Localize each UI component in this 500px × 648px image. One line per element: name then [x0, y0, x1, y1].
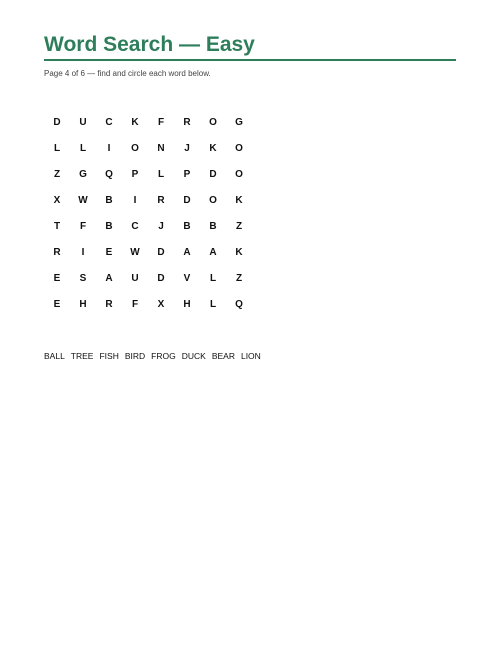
grid-letter: D: [209, 168, 217, 180]
grid-letter: R: [53, 246, 61, 258]
grid-row: [44, 265, 252, 291]
grid-letter: P: [183, 168, 191, 180]
grid-letter: Z: [235, 220, 243, 232]
grid-row: [44, 213, 252, 239]
grid-letter: C: [131, 220, 139, 232]
grid-letter: F: [157, 116, 165, 128]
word-list: [44, 351, 261, 362]
grid-letter: G: [79, 168, 87, 180]
grid-letter: U: [79, 116, 87, 128]
grid-row: [44, 109, 252, 135]
page-title: Word Search — Easy: [44, 33, 255, 56]
word-list-item: TREE: [70, 351, 94, 361]
grid-letter: D: [183, 194, 191, 206]
grid-letter: O: [235, 142, 243, 154]
word-list-item: FISH: [99, 351, 119, 361]
grid-letter: K: [235, 194, 243, 206]
grid-letter: I: [107, 142, 111, 154]
grid-letter: B: [183, 220, 191, 232]
page-subtitle: Page 4 of 6 — find and circle each word below.: [44, 69, 211, 78]
grid-row: [44, 187, 252, 213]
grid-letter: I: [81, 246, 85, 258]
grid-letter: G: [235, 116, 243, 128]
grid-letter: N: [157, 142, 165, 154]
grid-letter: O: [131, 142, 139, 154]
word-list-item: BALL: [44, 351, 65, 361]
grid-row: [44, 291, 252, 317]
grid-letter: B: [105, 220, 113, 232]
grid-letter: T: [53, 220, 61, 232]
grid-letter: O: [235, 168, 243, 180]
grid-letter: E: [53, 298, 61, 310]
grid-letter: L: [157, 168, 165, 180]
grid-letter: U: [131, 272, 139, 284]
title-divider: [44, 59, 456, 61]
grid-letter: D: [157, 246, 165, 258]
grid-letter: P: [131, 168, 139, 180]
word-list-item: BEAR: [211, 351, 235, 361]
grid-letter: A: [105, 272, 113, 284]
grid-letter: R: [105, 298, 113, 310]
grid-letter: Z: [235, 272, 243, 284]
grid-letter: S: [79, 272, 87, 284]
grid-letter: D: [53, 116, 61, 128]
grid-letter: R: [183, 116, 191, 128]
grid-letter: F: [79, 220, 87, 232]
word-list-item: DUCK: [181, 351, 206, 361]
grid-letter: B: [105, 194, 113, 206]
grid-letter: X: [157, 298, 165, 310]
grid-letter: H: [79, 298, 87, 310]
grid-letter: B: [209, 220, 217, 232]
grid-row: [44, 135, 252, 161]
grid-letter: E: [53, 272, 61, 284]
word-list-item: FROG: [151, 351, 176, 361]
grid-letter: J: [158, 220, 164, 232]
word-list-item: LION: [240, 351, 261, 361]
grid-row: [44, 161, 252, 187]
grid-letter: A: [209, 246, 217, 258]
letter-grid: [44, 109, 252, 317]
grid-letter: F: [131, 298, 139, 310]
grid-letter: Q: [105, 168, 113, 180]
grid-letter: K: [131, 116, 139, 128]
grid-letter: X: [53, 194, 61, 206]
grid-letter: L: [79, 142, 87, 154]
grid-letter: W: [130, 246, 140, 258]
grid-letter: I: [133, 194, 137, 206]
grid-letter: L: [209, 272, 217, 284]
grid-row: [44, 239, 252, 265]
grid-letter: E: [105, 246, 113, 258]
grid-letter: W: [78, 194, 88, 206]
grid-letter: C: [105, 116, 113, 128]
grid-letter: A: [183, 246, 191, 258]
grid-letter: R: [157, 194, 165, 206]
grid-letter: J: [184, 142, 190, 154]
grid-letter: O: [209, 116, 217, 128]
word-list-item: BIRD: [124, 351, 146, 361]
grid-letter: Z: [53, 168, 61, 180]
grid-letter: O: [209, 194, 217, 206]
grid-letter: V: [183, 272, 191, 284]
grid-letter: Q: [235, 298, 243, 310]
grid-letter: H: [183, 298, 191, 310]
grid-letter: D: [157, 272, 165, 284]
grid-letter: K: [209, 142, 217, 154]
grid-letter: L: [53, 142, 61, 154]
grid-letter: K: [235, 246, 243, 258]
grid-letter: L: [209, 298, 217, 310]
